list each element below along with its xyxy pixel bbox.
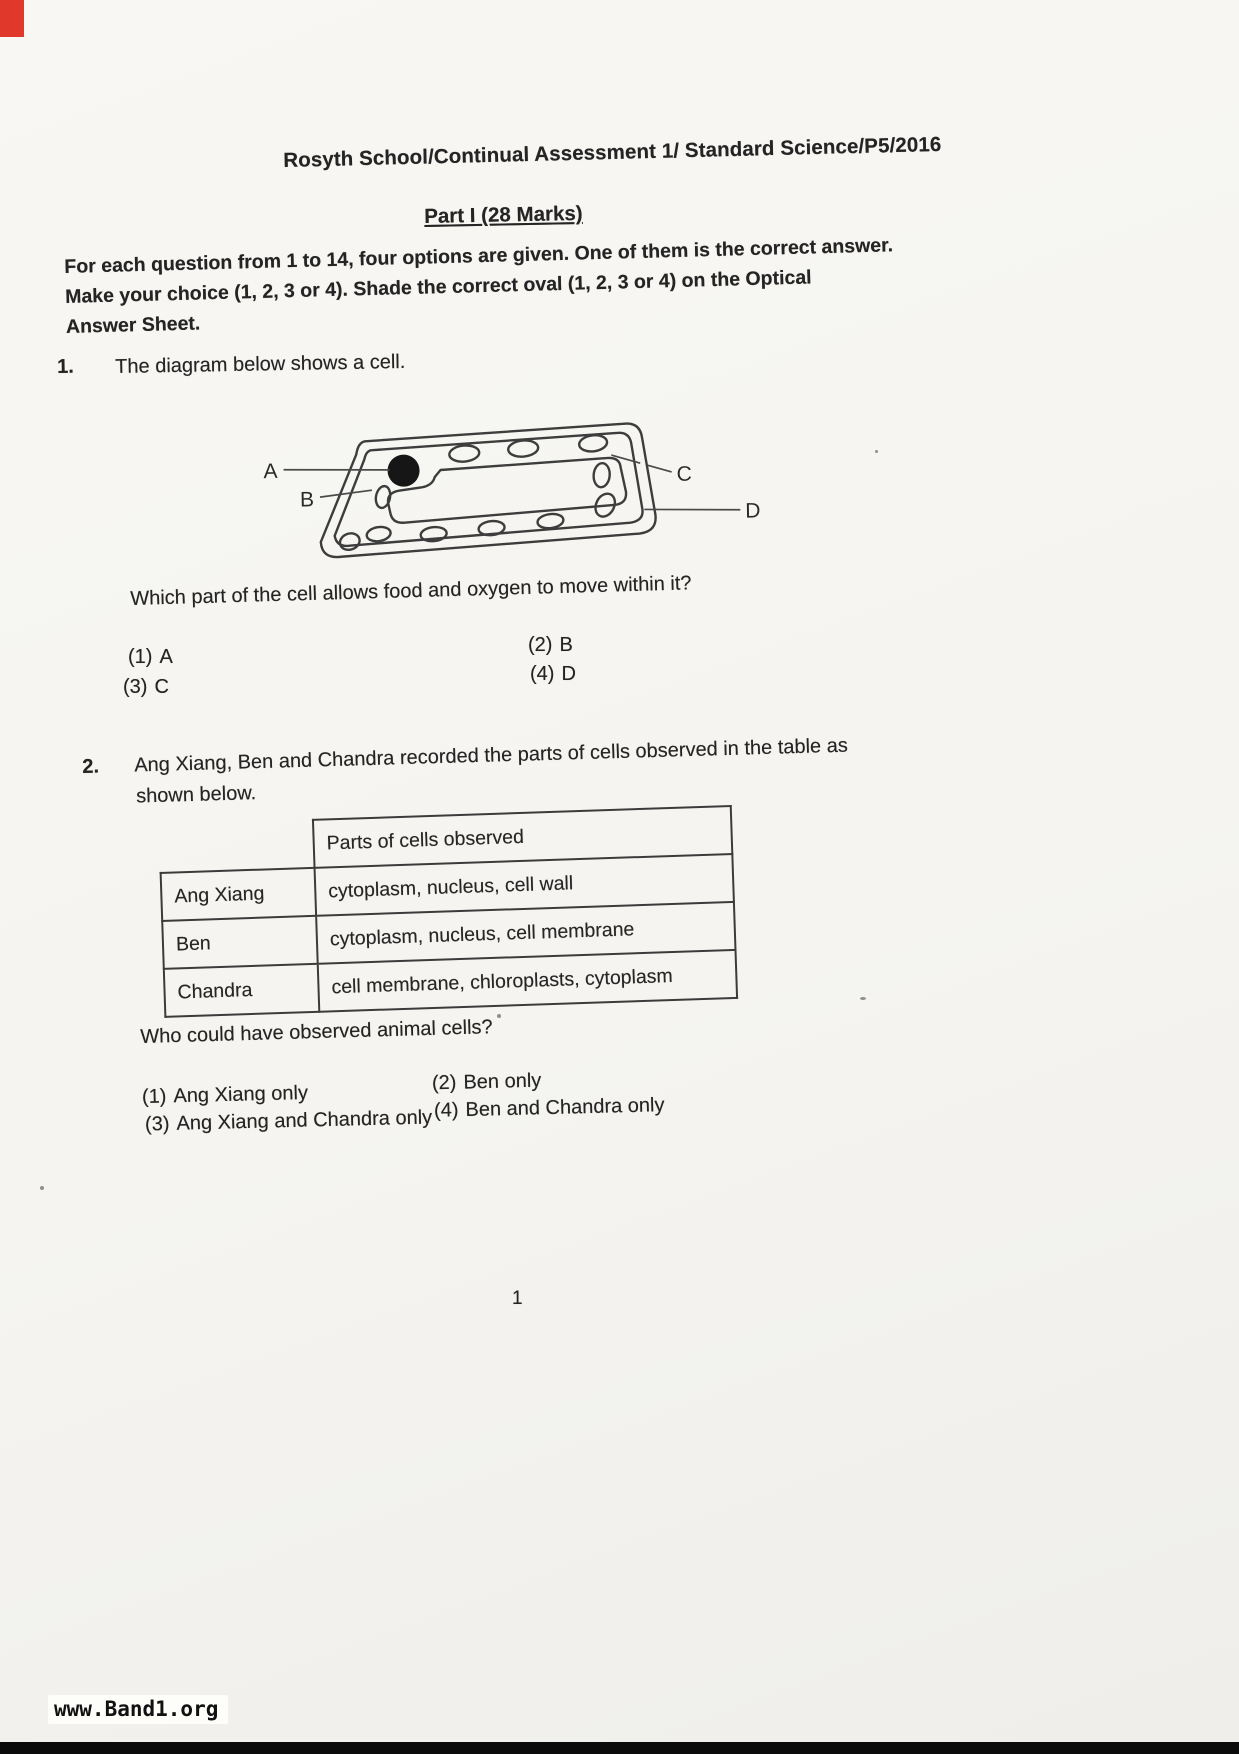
option-1 — [128, 646, 173, 669]
watermark-text: www.Band1.org — [48, 1695, 228, 1724]
leader-line-d — [644, 508, 740, 512]
option-number: (4) — [433, 1099, 459, 1122]
option-label: C — [154, 676, 169, 698]
scan-speck — [40, 1186, 44, 1190]
leader-line-b — [320, 490, 372, 497]
instruction-line: Make your choice (1, 2, 3 or 4). Shade the correct oval (1, 2, 3 or 4) on the Optical — [64, 266, 812, 308]
option-label: B — [559, 634, 573, 656]
red-edge-mark — [0, 0, 24, 37]
question-2-number: 2. — [82, 755, 100, 778]
option-label: Ang Xiang only — [173, 1081, 309, 1108]
page-title: Rosyth School/Continual Assessment 1/ Standard Science/P5/2016 — [283, 132, 942, 172]
question-1-number: 1. — [57, 355, 75, 378]
pupil-name-cell: Ang Xiang — [161, 868, 317, 921]
chloroplast — [537, 513, 565, 530]
question-2 — [82, 734, 849, 808]
option-label: A — [159, 646, 173, 668]
pupil-name-cell: Ben — [162, 916, 318, 969]
option-4 — [530, 663, 576, 686]
instruction-line: Answer Sheet. — [65, 312, 201, 338]
diagram-label-d: D — [745, 499, 761, 523]
option-3 — [123, 676, 169, 699]
option-number: (3) — [123, 676, 148, 698]
question-2-text-line2: shown below. — [135, 782, 257, 808]
table-empty-corner — [159, 820, 315, 873]
chloroplast — [338, 531, 362, 553]
question-1-text: The diagram below shows a cell. — [115, 350, 406, 378]
scan-speck — [860, 997, 866, 1000]
option-label: D — [561, 663, 576, 685]
option-number: (2) — [528, 634, 553, 656]
chloroplast — [449, 444, 480, 463]
scan-footer-bar — [0, 1742, 1239, 1754]
cell-diagram — [227, 410, 770, 579]
page-number: 1 — [512, 1288, 523, 1309]
option-number: (1) — [141, 1085, 167, 1109]
question-2-text-line1: Ang Xiang, Ben and Chandra recorded the parts of cells observed in the table as — [133, 734, 849, 777]
scan-speck — [875, 450, 878, 453]
instructions — [64, 231, 894, 342]
option-number: (1) — [128, 646, 153, 668]
option-2 — [432, 1070, 542, 1096]
cells-observed-table — [158, 805, 738, 1018]
option-number: (4) — [530, 663, 555, 685]
pupil-name-cell: Chandra — [164, 964, 320, 1017]
diagram-label-b: B — [299, 488, 315, 512]
instruction-line: For each question from 1 to 14, four options are given. One of them is the correct answer. — [64, 234, 894, 278]
diagram-label-a: A — [263, 459, 278, 484]
option-4 — [434, 1094, 665, 1123]
question-1 — [57, 350, 406, 379]
option-label: Ang Xiang and Chandra only — [176, 1106, 433, 1135]
chloroplast — [578, 434, 608, 453]
chloroplast — [593, 463, 611, 488]
diagram-label-c: C — [676, 462, 693, 486]
option-3 — [145, 1106, 433, 1136]
table-header-cell: Parts of cells observed — [313, 806, 732, 868]
option-number: (2) — [431, 1071, 457, 1095]
option-label: Ben only — [463, 1069, 542, 1094]
section-title: Part I (28 Marks) — [424, 201, 583, 228]
question-1-stem: Which part of the cell allows food and oxygen to move within it? — [130, 572, 692, 610]
vacuole — [387, 458, 626, 523]
leader-line-a — [284, 468, 390, 472]
chloroplast — [508, 439, 539, 458]
option-number: (3) — [144, 1112, 170, 1136]
parts-cell: cytoplasm, nucleus, cell wall — [315, 854, 734, 916]
parts-cell: cell membrane, chloroplasts, cytoplasm — [318, 950, 737, 1012]
option-label: Ben and Chandra only — [465, 1094, 665, 1122]
nucleus — [387, 454, 420, 487]
parts-cell: cytoplasm, nucleus, cell membrane — [316, 902, 735, 964]
option-1 — [142, 1082, 309, 1109]
option-2 — [528, 634, 573, 657]
question-2-stem: Who could have observed animal cells? — [140, 1016, 493, 1048]
chloroplast — [366, 525, 392, 543]
scan-speck — [497, 1014, 501, 1018]
